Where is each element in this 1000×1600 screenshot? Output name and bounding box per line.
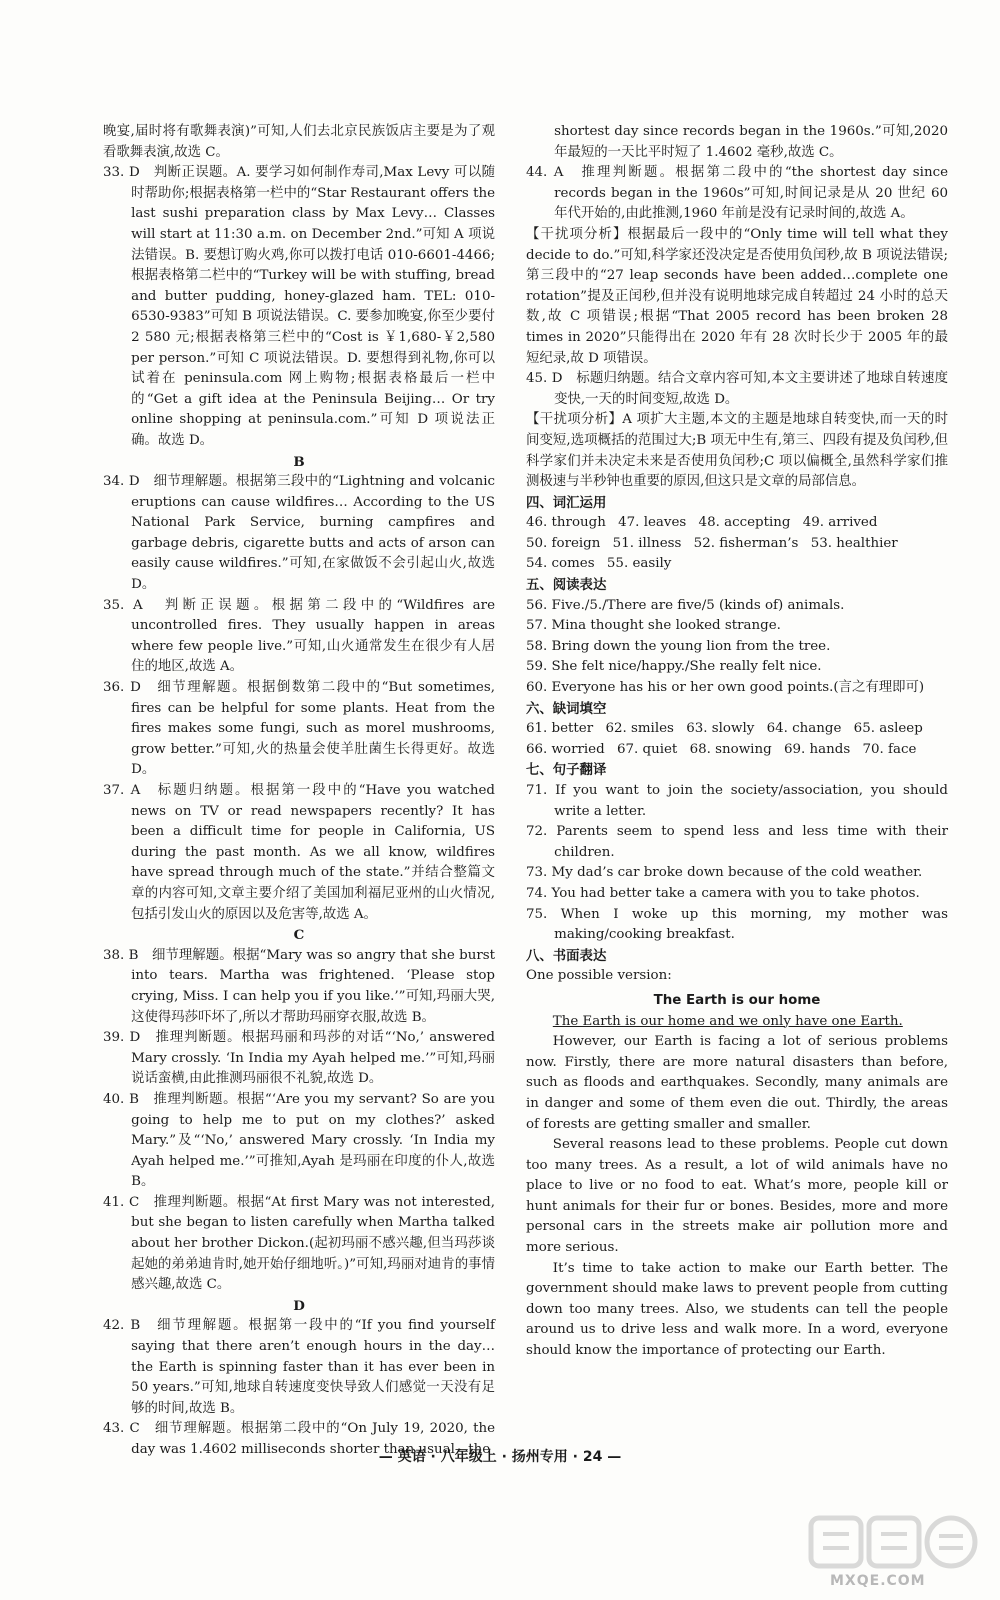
section-heading-translation: 七、句子翻译 <box>526 762 607 779</box>
essay-paragraph: It’s time to take action to make our Earth better. The government should make laws to prevent people from cutting down too many trees. Also, we students can tell the people around us to drive less and walk more. In a word, everyone should know the importance of protecting our Earth. <box>526 1260 948 1359</box>
essay-paragraph: Several reasons lead to these problems. People cut down too many trees. As a result, a lot of wild animals have no place to live or no food to eat. What’s more, people kill or hunt animals for their fur or bones. Besides, more and more personal cars in the streets make air pollution more and more serious. <box>526 1137 948 1256</box>
translation-answer: 73. My dad’s car broke down because of the cold weather. <box>526 865 923 881</box>
reading-answer: 60. Everyone has his or her own good points.(言之有理即可) <box>526 680 925 696</box>
vocab-answer: 48. accepting <box>698 515 791 531</box>
cloze-answer: 67. quiet <box>616 741 678 757</box>
essay-paragraph: The Earth is our home and we only have one Earth. <box>552 1013 903 1029</box>
answer-item-34: 34. D 细节理解题。根据第三段中的“Lightning and volcanic eruptions can cause wildfires… According to the US National Park Service, burning campfires and garbage debris, cigarette butts and acts of arson can easily cause wildfires.”可知,在家做饭不会引起山火,故选 D。 <box>103 474 495 593</box>
reading-answer: 58. Bring down the young lion from the tree. <box>526 638 831 654</box>
section-heading-writing: 八、书面表达 <box>526 947 607 964</box>
watermark-text: MXQE.COM <box>830 1573 926 1589</box>
reading-answer: 59. She felt nice/happy./She really felt nice. <box>526 659 822 675</box>
section-label-d: D <box>293 1297 305 1314</box>
reading-answer: 57. Mina thought she looked strange. <box>526 618 781 634</box>
answer-item-33: 33. D 判断正误题。A. 要学习如何制作寿司,Max Levy 可以随时帮助你;根据表格第一栏中的“Star Restaurant offers the last sushi preparation class by Max Levy… Classes will start at 11:30 a.m. on December 2nd.”可知 A 项说法错误。B. 要想订购火鸡,你可以拨打电话 010-6601-4466;根据表格第二栏中的“Turkey will be with stuffing, bread and butter pudding, honey-glazed ham. TEL: 010-6530-9383”可知 B 项说法错误。C. 要参加晚宴,你至少要付 2 580 元;根据表格第三栏中的“Cost is ￥1,680-￥2,580 per person.”可知 C 项说法错误。D. 要想得到礼物,你可以试着在 peninsula.com 网上购物;根据表格最后一栏中的“Get a gift idea at the Peninsula Beijing… Or try online shopping at peninsula.com.”可知 D 项说法正确。故选 D。 <box>103 165 495 448</box>
cloze-answer: 64. change <box>766 721 842 737</box>
answer-item-42: 42. B 细节理解题。根据第一段中的“If you find yourself saying that there aren’t enough hours in the day… the Earth is spinning faster than it has ever been in 50 years.”可知,地球自转速度变快导致人们感觉一天没有足够的时间,故选 B。 <box>103 1318 495 1416</box>
vocab-row <box>526 554 948 575</box>
vocab-row <box>526 534 948 555</box>
distractor-analysis-45: 【干扰项分析】A 项扩大主题,本文的主题是地球自转变快,而一天的时间变短,选项概括的范围过大;B 项无中生有,第三、四段有提及负闰秒,但科学家们并未决定未来是否使用负闰秒;C 项以偏概全,虽然科学家们推测极速与半秒钟也重要的原因,但这只是文章的局部信息。 <box>526 412 948 490</box>
distractor-analysis-44: 【干扰项分析】根据最后一段中的“Only time will tell what they decide to do.”可知,科学家还没决定是否使用负闰秒,故 B 项说法错误;第三段中的“27 leap seconds have been added…complete one rotation”提及正闰秒,但并没有说明地球完成自转超过 24 小时的总天数,故 C 项错误;根据“That 2005 record has been broken 28 times in 2020”只能得出在 2020 年有 28 次时长少于 2005 年的最短纪录,故 D 项错误。 <box>526 226 948 366</box>
cloze-answer: 66. worried <box>526 741 605 757</box>
cloze-answer: 65. asleep <box>853 721 923 737</box>
left-column <box>103 122 495 1461</box>
vocab-answer: 55. easily <box>606 556 672 572</box>
answer-item-44: 44. A 推理判断题。根据第二段中的“the shortest day since records began in the 1960s”可知,时间记录是从 20 世纪 60 年代开始的,由此推测,1960 年前是没有记录时间的,故选 A。 <box>526 165 948 222</box>
answer-item-41: 41. C 推理判断题。根据“At first Mary was not interested, but she began to listen carefully when Martha talked about her brother Dickon.(起初玛丽不感兴趣,但当玛莎谈起她的弟弟迪肯时,她开始仔细地听。)”可知,玛丽对迪肯的事情感兴趣,故选 C。 <box>103 1194 495 1293</box>
answer-item-39: 39. D 推理判断题。根据玛丽和玛莎的对话“‘No,’ answered Mary crossly. ‘In India my Ayah helped me.’”可知,玛丽说话蛮横,由此推测玛丽很不礼貌,故选 D。 <box>103 1030 495 1087</box>
translation-answer: 72. Parents seem to spend less and less time with their children. <box>526 824 948 860</box>
intro-paragraph: 晚宴,届时将有歌舞表演)”可知,人们去北京民族饭店主要是为了观看歌舞表演,故选 C。 <box>103 124 495 160</box>
cloze-answer: 69. hands <box>783 741 851 757</box>
vocab-row <box>526 513 948 534</box>
right-column <box>526 122 948 1362</box>
answer-item-45: 45. D 标题归纳题。结合文章内容可知,本文主要讲述了地球自转速度变快,一天的时间变短,故选 D。 <box>526 371 948 407</box>
section-heading-vocabulary: 四、词汇运用 <box>526 494 607 511</box>
cloze-answer: 68. snowing <box>689 741 772 757</box>
vocab-answer: 50. foreign <box>526 535 601 551</box>
vocab-answer: 49. arrived <box>802 515 878 531</box>
cloze-row <box>526 740 948 761</box>
vocab-answer: 53. healthier <box>810 535 898 551</box>
answer-item-37: 37. A 标题归纳题。根据第一段中的“Have you watched news on TV or read newspapers recently? It has been a difficult time for people in California, US during the past month. As we all know, wildfires have spread through much of the state.”并结合整篇文章的内容可知,文章主要介绍了美国加利福尼亚州的山火情况,包括引发山火的原因以及危害等,故选 A。 <box>103 783 495 922</box>
page-footer: — 英语 · 八年级上 · 扬州专用 · 24 — <box>378 1449 622 1465</box>
essay-title: The Earth is our home <box>653 992 821 1008</box>
cloze-answer: 62. smiles <box>605 721 674 737</box>
answer-item-38: 38. B 细节理解题。根据“Mary was so angry that she burst into tears. Martha was frightened. ‘Please stop crying, Miss. I can help you if you like.’”可知,玛丽大哭,这使得玛莎吓坏了,所以才帮助玛丽穿衣服,故选 B。 <box>103 947 495 1025</box>
vocab-answer: 54. comes <box>526 556 595 572</box>
answer-item-43: 43. C 细节理解题。根据第二段中的“On July 19, 2020, the day was 1.4602 milliseconds shorter than usual—the <box>103 1421 495 1457</box>
answer-item-35: 35. A 判断正误题。根据第二段中的“Wildfires are uncontrolled fires. They usually happen in areas where few people live.”可知,山火通常发生在很少有人居住的地区,故选 A。 <box>103 597 495 675</box>
vocab-answer: 47. leaves <box>618 515 687 531</box>
section-heading-cloze: 六、缺词填空 <box>526 700 607 717</box>
answer-item-40: 40. B 推理判断题。根据“‘Are you my servant? So are you going to help me to put on my clothes?’ asked Mary.”及“‘No,’ answered Mary crossly. ‘In India my Ayah helped me.’”可推知,Ayah 是玛丽在印度的仆人,故选 B。 <box>103 1091 495 1190</box>
section-label-c: C <box>293 927 305 944</box>
cloze-answer: 61. better <box>526 721 594 737</box>
essay-paragraph: However, our Earth is facing a lot of serious problems now. Firstly, there are more natural disasters than before, such as floods and earthquakes. Secondly, many animals are in danger and some of them even die out. Thirdly, the areas of forests are getting smaller and smaller. <box>526 1034 948 1132</box>
cloze-answer: 70. face <box>862 741 917 757</box>
vocab-answer: 51. illness <box>612 535 682 551</box>
translation-answer: 74. You had better take a camera with you to take photos. <box>526 885 920 901</box>
reading-answer: 56. Five./5./There are five/5 (kinds of) animals. <box>526 597 845 613</box>
cloze-answer: 63. slowly <box>686 721 755 737</box>
answer-item-43-continued: shortest day since records began in the 1960s.”可知,2020 年最短的一天比平时短了 1.4602 毫秒,故选 C。 <box>554 124 948 160</box>
vocab-answer: 46. through <box>526 515 606 531</box>
vocab-answer: 52. fisherman’s <box>693 535 799 551</box>
cloze-row <box>526 719 948 740</box>
translation-answer: 71. If you want to join the society/association, you should write a letter. <box>526 783 948 819</box>
section-heading-reading: 五、阅读表达 <box>526 577 607 594</box>
translation-answer: 75. When I woke up this morning, my mother was making/cooking breakfast. <box>526 906 948 943</box>
version-label: One possible version: <box>526 968 672 984</box>
section-label-b: B <box>293 453 305 470</box>
answer-item-36: 36. D 细节理解题。根据倒数第二段中的“But sometimes, fires can be helpful for some plants. Heat from the fires makes some fungi, such as morel mushrooms, grow better.”可知,火的热量会使羊肚菌生长得更好。故选 D。 <box>103 680 495 778</box>
